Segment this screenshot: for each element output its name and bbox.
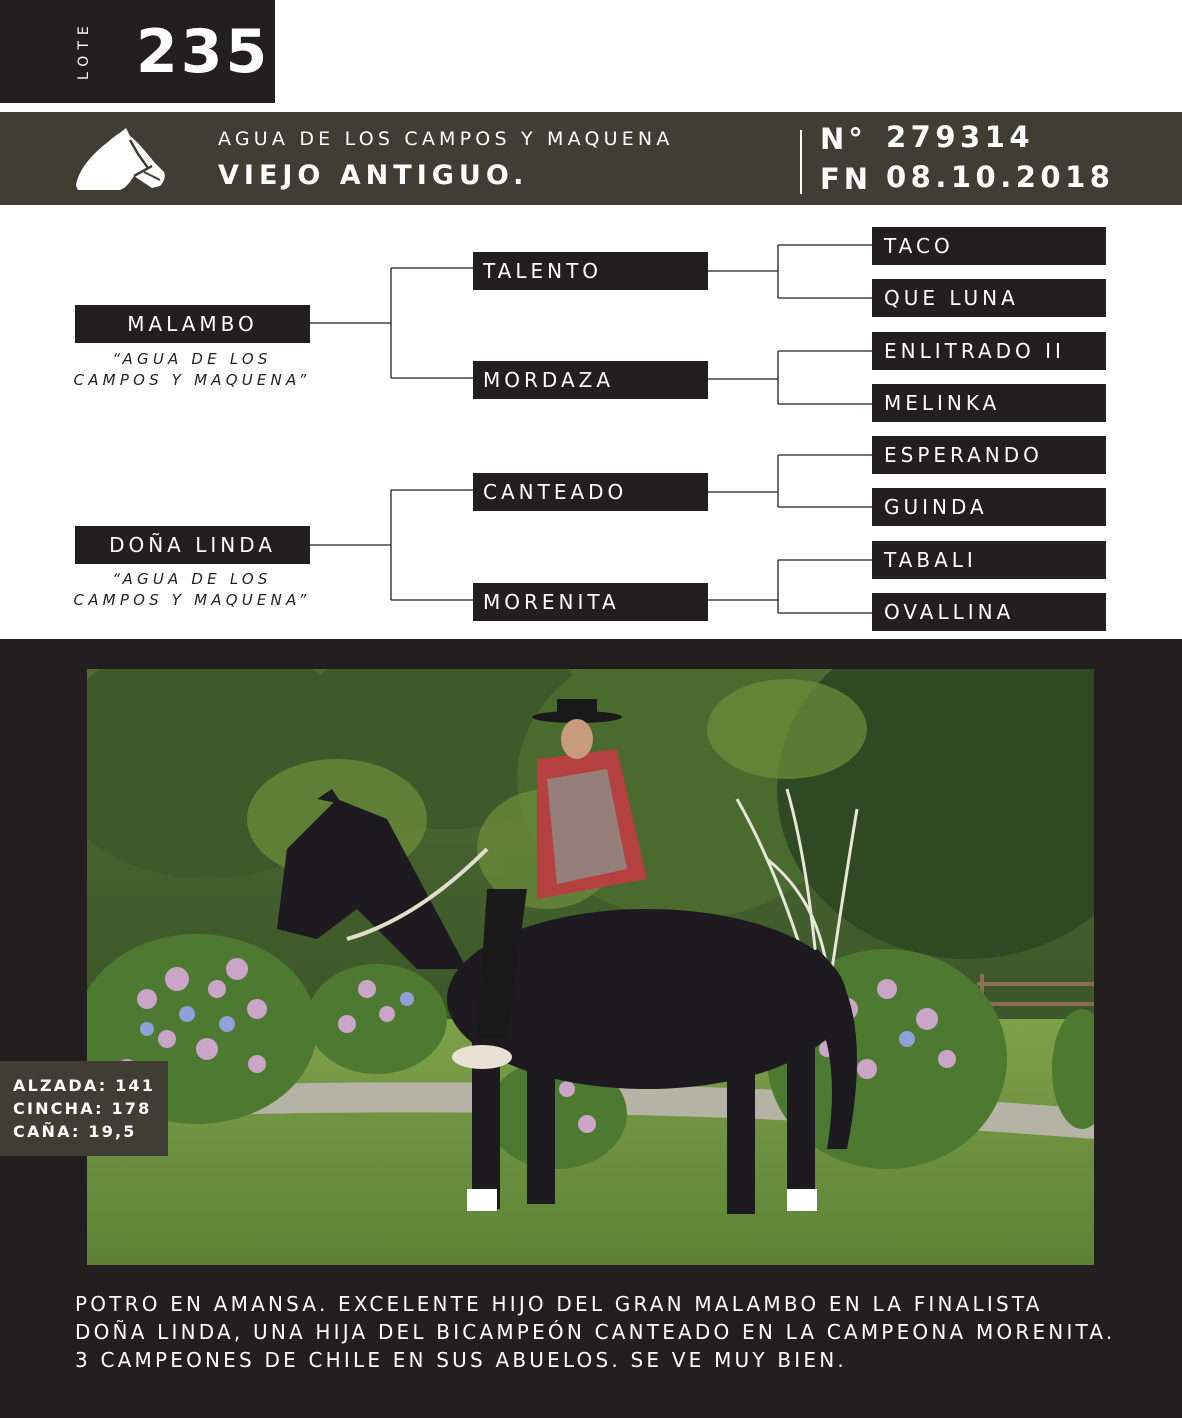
- great-grandparent-box: ENLITRADO II: [872, 332, 1106, 370]
- cincha-stat: CINCHA: 178: [13, 1099, 152, 1118]
- alzada-stat: ALZADA: 141: [13, 1076, 156, 1095]
- sire-breeder-line1: “AGUA DE LOS: [112, 350, 272, 368]
- registry-label: N°: [820, 122, 867, 156]
- dam-box: DOÑA LINDA: [75, 526, 310, 564]
- description-line: POTRO EN AMANSA. EXCELENTE HIJO DEL GRAN MALAMBO EN LA FINALISTA: [75, 1292, 1043, 1316]
- cana-stat: CAÑA: 19,5: [13, 1122, 137, 1141]
- great-grandparent-box: TABALI: [872, 541, 1106, 579]
- lot-description: [75, 1290, 1135, 1374]
- great-grandparent-box: OVALLINA: [872, 593, 1106, 631]
- sire-box: MALAMBO: [75, 305, 310, 343]
- description-line: DOÑA LINDA, UNA HIJA DEL BICAMPEÓN CANTEADO EN LA CAMPEONA MORENITA.: [75, 1320, 1116, 1344]
- great-grandparent-box: GUINDA: [872, 488, 1106, 526]
- dam-breeder-line2: CAMPOS Y MAQUENA”: [73, 591, 311, 609]
- horse-photo: [87, 669, 1094, 1265]
- great-grandparent-box: TACO: [872, 227, 1106, 265]
- sire-dam-box: MORDAZA: [473, 361, 708, 399]
- sire-sire-box: TALENTO: [473, 252, 708, 290]
- registry-number: 279314: [886, 120, 1035, 154]
- lot-number: 235: [136, 17, 271, 87]
- dam-breeder-line1: “AGUA DE LOS: [112, 570, 272, 588]
- great-grandparent-box: ESPERANDO: [872, 436, 1106, 474]
- horse-name: VIEJO ANTIGUO.: [218, 160, 529, 191]
- birth-date: 08.10.2018: [886, 160, 1115, 194]
- breeder-name: AGUA DE LOS CAMPOS Y MAQUENA: [218, 128, 674, 150]
- dam-sire-box: CANTEADO: [473, 473, 708, 511]
- description-line: 3 CAMPEONES DE CHILE EN SUS ABUELOS. SE VE MUY BIEN.: [75, 1348, 847, 1372]
- sire-breeder: [62, 349, 322, 391]
- great-grandparent-box: QUE LUNA: [872, 279, 1106, 317]
- dam-dam-box: MORENITA: [473, 583, 708, 621]
- dam-breeder: [62, 569, 322, 611]
- measurements-box: [0, 1061, 168, 1156]
- great-grandparent-box: MELINKA: [872, 384, 1106, 422]
- sire-breeder-line2: CAMPOS Y MAQUENA”: [73, 371, 311, 389]
- lot-label: LOTE: [76, 20, 92, 80]
- birth-date-label: FN: [820, 162, 873, 196]
